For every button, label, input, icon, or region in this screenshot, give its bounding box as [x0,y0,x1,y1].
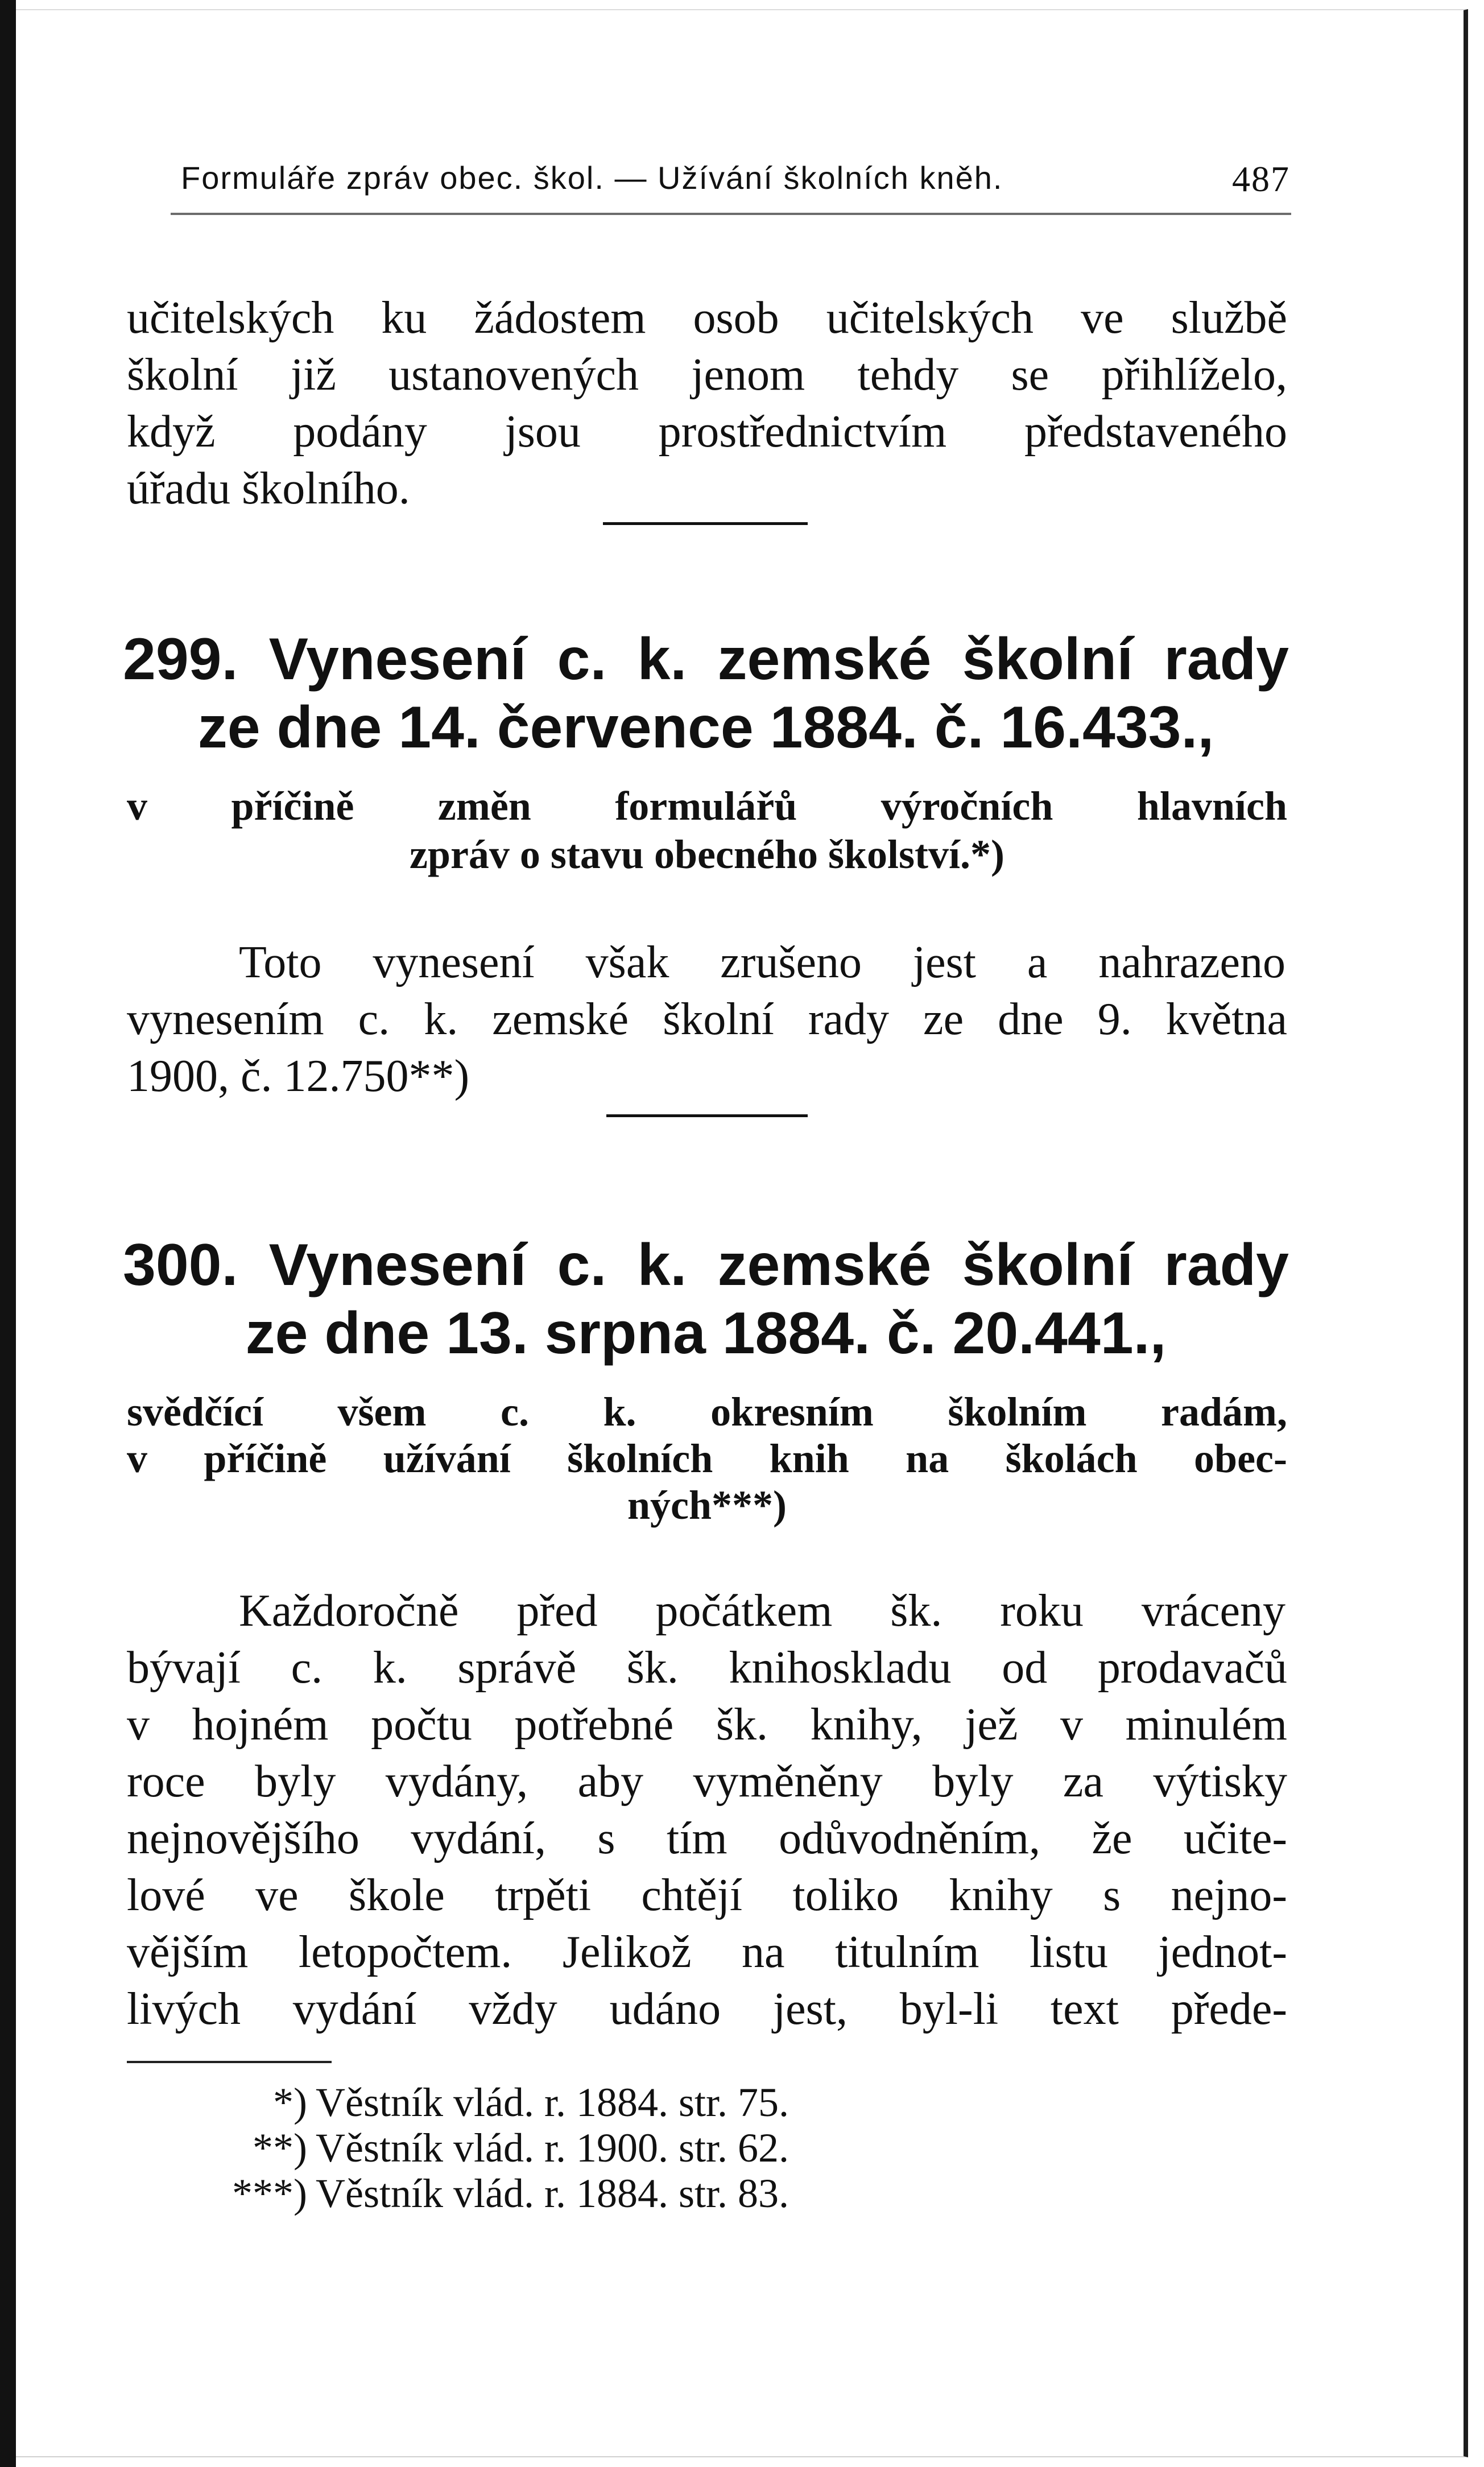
section-subtitle: ných***) [627,1482,787,1528]
scan-edge [0,0,16,2467]
text-line: nejnovějšího vydání, s tím odůvodněním, že učite- [127,1813,1287,1863]
text-line: učitelských ku žádostem osob učitelských ve službě [127,293,1287,343]
footnote-rule [127,2061,332,2063]
section-subtitle: v příčině užívání školních knih na školách obec- [127,1436,1287,1481]
text-line: livých vydání vždy udáno jest, byl-li text přede- [127,1984,1287,2034]
text-line: Každoročně před počátkem šk. roku vráceny [239,1586,1285,1636]
text-line: lové ve škole trpěti chtějí toliko knihy s nejno- [127,1870,1287,1920]
section-title: 300. Vynesení c. k. zemské školní rady [123,1232,1289,1298]
text-line: Toto vynesení však zrušeno jest a nahrazeno [239,937,1285,987]
section-separator [603,522,808,525]
section-title: ze dne 14. července 1884. č. 16.433., [197,695,1214,761]
page-number: 487 [1232,159,1290,199]
section-subtitle: zpráv o stavu obecného školství.*) [409,832,1005,877]
section-title: ze dne 13. srpna 1884. č. 20.441., [245,1300,1167,1366]
header-title: Formuláře zpráv obec. škol. — Užívání školních kněh. [181,160,1003,196]
footnote [205,2125,887,2176]
text-line: úřadu školního. [127,464,410,514]
footnote-text: Věstník vlád. r. 1884. str. 75. [316,2080,789,2125]
footnote-mark: *) [273,2080,307,2125]
text-line: školní již ustanovených jenom tehdy se přihlíželo, [127,350,1287,400]
footnote-mark: ***) [232,2171,307,2216]
footnote [205,2079,887,2130]
section-title: 299. Vynesení c. k. zemské školní rady [123,626,1289,692]
text-line: bývají c. k. správě šk. knihoskladu od prodavačů [127,1643,1287,1693]
footnote-mark: **) [253,2125,307,2171]
text-line: když podány jsou prostřednictvím představeného [127,407,1287,457]
section-separator [606,1114,808,1117]
footnote-text: Věstník vlád. r. 1900. str. 62. [316,2125,789,2171]
text-line: roce byly vydány, aby vyměněny byly za výtisky [127,1757,1287,1807]
section-subtitle: svědčící všem c. k. okresním školním radám, [127,1389,1287,1435]
text-line: vynesením c. k. zemské školní rady ze dne 9. května [127,994,1287,1044]
footnote [205,2170,887,2221]
text-line: 1900, č. 12.750**) [127,1051,470,1101]
header-rule [171,213,1291,215]
text-line: v hojném počtu potřebné šk. knihy, jež v minulém [127,1700,1287,1750]
section-subtitle: v příčině změn formulářů výročních hlavních [127,783,1287,829]
text-line: vějším letopočtem. Jelikož na titulním listu jednot- [127,1927,1287,1977]
running-header [181,154,1290,199]
footnote-text: Věstník vlád. r. 1884. str. 83. [316,2171,789,2216]
